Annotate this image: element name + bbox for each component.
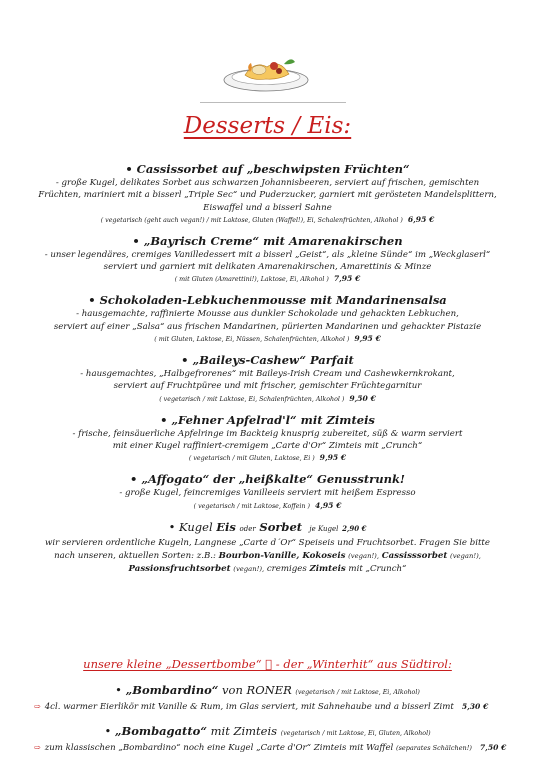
item-desc-line: - frische, feinsäuerliche Apfelringe im Backteig knusprig zubereitet, süß & warm serviert xyxy=(72,428,463,439)
ice-cream-section xyxy=(20,520,515,576)
page-title: Desserts / Eis: xyxy=(183,113,352,139)
item-meta-row xyxy=(20,452,515,464)
vegan-note: (vegan!), xyxy=(450,551,481,560)
item-title: • Cassissorbet auf „beschwipsten Früchten“ xyxy=(125,162,410,176)
dessert-menu xyxy=(20,162,515,584)
ice-cream-desc-line xyxy=(20,563,515,576)
item-name: „Bombagatto“ xyxy=(114,724,207,738)
dessert-logo xyxy=(221,44,311,96)
arrow-right-icon: ⇨ xyxy=(34,702,41,711)
item-allergens: ( vegetarisch / mit Laktose, Ei, Schalenfrüchten, Alkohol ) xyxy=(159,395,345,403)
item-meta-row xyxy=(20,393,515,405)
arrow-right-icon: ⇨ xyxy=(34,743,41,752)
item-desc-line: Früchten, mariniert mit a bisserl „Triple Sec“ und Puderzucker, garniert mit gerösteten Mandelsplittern, xyxy=(38,190,497,201)
item-meta-row xyxy=(20,333,515,345)
bullet: • xyxy=(168,519,176,534)
item-price: 5,30 € xyxy=(461,702,489,711)
item-title: • „Baileys-Cashew“ Parfait xyxy=(181,353,354,368)
ice-cream-title xyxy=(20,520,515,537)
divider-rule xyxy=(200,102,346,103)
flavor-name: Zimteis xyxy=(309,563,346,574)
menu-item xyxy=(20,472,515,511)
vegan-note: (vegan!), xyxy=(233,564,265,573)
price-per-scoop: 2,90 € xyxy=(342,523,367,533)
flavor-name: Bourbon-Vanille, Kokoseis xyxy=(218,550,346,561)
item-note: (separates Schälchen!) xyxy=(396,744,472,752)
item-desc-line: Eiswaffel und a bisserl Sahne xyxy=(203,202,332,213)
ice-cream-desc-line: wir servieren ordentliche Kugeln, Langnese „Carte d´Or“ Speiseis und Fruchtsorbet. Fragen Sie bitte xyxy=(45,537,490,548)
item-desc-line: - große Kugel, feincremiges Vanilleeis serviert mit heißem Espresso xyxy=(119,488,416,499)
item-title: • „Bayrisch Creme“ mit Amarenakirschen xyxy=(132,233,403,248)
item-price: 7,50 € xyxy=(479,743,507,752)
ice-cream-desc-line xyxy=(20,550,515,563)
item-desc-line: serviert und garniert mit delikaten Amarenakirschen, Amarettinis & Minze xyxy=(103,262,432,273)
bullet: • xyxy=(115,683,122,697)
price-per-scoop-label: je Kugel xyxy=(309,524,339,533)
item-price: 7,95 € xyxy=(333,274,361,284)
item-price: 9,95 € xyxy=(354,334,381,344)
menu-item xyxy=(20,162,515,226)
item-desc-line: - große Kugel, delikates Sorbet aus schwarzen Johannisbeeren, serviert auf frischen, gemischten xyxy=(55,178,480,188)
item-subtitle: mit Zimteis xyxy=(206,724,281,738)
menu-item xyxy=(20,234,515,286)
item-meta-row xyxy=(20,500,515,512)
item-allergens: ( vegetarisch / mit Laktose, Koffein ) xyxy=(193,502,310,510)
item-desc-line: - hausgemachte, raffinierte Mousse aus dunkler Schokolade und gehackten Lebkuchen, xyxy=(76,309,459,320)
sorbet-label: Sorbet xyxy=(259,519,303,534)
item-title: • Schokoladen-Lebkuchenmousse mit Mandarinensalsa xyxy=(88,293,447,308)
item-desc-line: - unser legendäres, cremiges Vanilledessert mit a bisserl „Geist“, als „kleine Sünde“ im „Weckglaserl“ xyxy=(44,249,491,260)
item-price: 9,95 € xyxy=(319,453,347,463)
desc-text: cremiges xyxy=(264,563,310,574)
bullet: • xyxy=(104,724,112,738)
menu-item xyxy=(20,293,515,345)
oder-label: oder xyxy=(239,524,256,533)
item-desc-line: mit einer Kugel raffiniert-cremigem „Carte d'Or“ Zimteis mit „Crunch“ xyxy=(112,440,423,451)
item-title: • „Fehner Apfelrad'l“ mit Zimteis xyxy=(160,412,375,427)
flavor-name: Passionsfruchtsorbet xyxy=(128,563,231,574)
kugel-label: Kugel xyxy=(179,519,213,534)
item-name: „Bombardino“ xyxy=(125,683,219,697)
bombagatto-title xyxy=(0,724,535,741)
bombardino-title xyxy=(0,683,535,700)
item-desc-line: serviert auf Fruchtpüree und mit frischer, gemischter Früchtegarnitur xyxy=(113,381,422,392)
item-meta-row xyxy=(20,214,515,226)
bombardino-desc xyxy=(34,701,514,713)
item-price: 4,95 € xyxy=(314,500,342,510)
item-desc: zum klassischen „Bombardino“ noch eine Kugel „Carte d'Or“ Zimteis mit Waffel xyxy=(44,743,394,753)
item-allergens: ( mit Gluten, Laktose, Ei, Nüssen, Schalenfrüchten, Alkohol ) xyxy=(154,336,350,344)
item-subtitle: von RONER xyxy=(218,683,296,697)
item-price: 6,95 € xyxy=(407,214,435,224)
item-price: 9,50 € xyxy=(349,393,376,403)
vegan-note: (vegan!), xyxy=(348,551,379,560)
item-allergens: ( vegetarisch / mit Gluten, Laktose, Ei ) xyxy=(188,455,315,463)
item-allergens: ( vegetarisch (geht auch vegan!) / mit Laktose, Gluten (Waffel!), Ei, Schalenfrüchten, Alkohol ) xyxy=(100,216,403,224)
item-desc: 4cl. warmer Eierlikör mit Vanille & Rum, im Glas serviert, mit Sahnehaube und a bisserl Zimt xyxy=(44,702,454,712)
eis-label: Eis xyxy=(216,519,236,534)
section-heading: unsere kleine „Dessertbombe“ ⃞ - der „Winterhit“ aus Südtirol: xyxy=(83,657,452,671)
flavor-name: Cassisssorbet xyxy=(381,550,448,561)
item-title: • „Affogato“ der „heißkalte“ Genusstrunk! xyxy=(130,472,405,487)
item-allergens: ( mit Gluten (Amarettini!), Laktose, Ei, Alkohol ) xyxy=(174,276,329,284)
item-allergens: (vegetarisch / mit Laktose, Ei, Alkohol) xyxy=(295,689,420,696)
desc-text: nach unseren, aktuellen Sorten: z.B.: xyxy=(54,550,219,561)
item-desc-line: serviert auf einer „Salsa“ aus frischen Mandarinen, pürierten Mandarinen und gehackter Pistazie xyxy=(53,321,482,332)
menu-item xyxy=(20,353,515,405)
desc-text: mit „Crunch“ xyxy=(345,563,407,574)
item-meta-row xyxy=(20,273,515,285)
item-desc-line: - hausgemachtes, „Halbgefrorenes“ mit Baileys-Irish Cream und Cashewkernkrokant, xyxy=(80,369,455,380)
menu-item xyxy=(20,413,515,465)
item-allergens: (vegetarisch / mit Laktose, Ei, Gluten, Alkohol) xyxy=(280,730,431,737)
bombagatto-desc xyxy=(34,742,514,754)
